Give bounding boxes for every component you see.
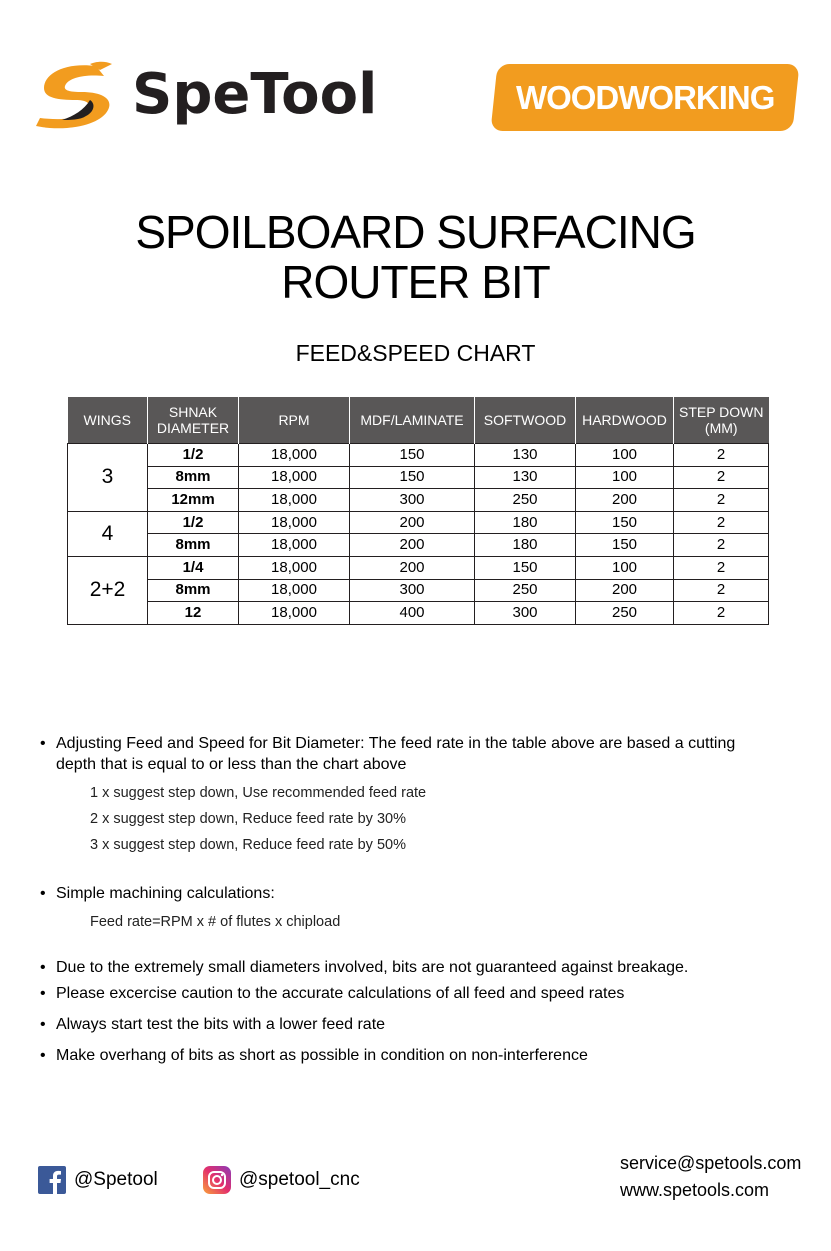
wings-cell: 4 [68,511,148,556]
table-row [68,444,769,467]
step-down-cell: 2 [674,556,769,579]
table-body [68,444,769,625]
shank-cell: 8mm [148,466,239,489]
bullet-icon: • [40,885,46,902]
step-down-cell: 2 [674,489,769,512]
mdf-cell: 150 [350,444,475,467]
step-down-cell: 2 [674,602,769,625]
softwood-cell: 250 [475,579,576,602]
shank-cell: 1/2 [148,444,239,467]
bullet-icon: • [40,1047,46,1064]
table-row [68,579,769,602]
page-title-line2: ROUTER BIT [281,256,550,308]
header-shank-diameter: SHNAK DIAMETER [148,397,239,444]
step-rule-1: 1 x suggest step down, Use recommended feed rate [90,785,427,801]
bullet-icon: • [40,985,46,1002]
mdf-cell: 300 [350,579,475,602]
hardwood-cell: 100 [576,466,674,489]
category-badge [490,64,799,131]
feed-speed-table [67,397,769,625]
hardwood-cell: 200 [576,579,674,602]
hardwood-cell: 100 [576,444,674,467]
instagram-handle: @spetool_cnc [239,1169,360,1190]
rpm-cell: 18,000 [239,466,350,489]
table-row [68,489,769,512]
hardwood-cell: 150 [576,534,674,557]
step-down-cell: 2 [674,534,769,557]
table-row [68,511,769,534]
step-rule-3: 3 x suggest step down, Reduce feed rate by 50% [90,837,406,853]
header-wings: WINGS [68,397,148,444]
page-title-line1: SPOILBOARD SURFACING [135,206,696,258]
instagram-icon [203,1166,231,1194]
note-text: Simple machining calculations: [56,885,275,902]
shank-cell: 1/2 [148,511,239,534]
page-title [0,207,831,307]
contact-info [620,1150,801,1204]
shank-cell: 8mm [148,579,239,602]
facebook-link[interactable] [38,1166,158,1194]
shank-cell: 1/4 [148,556,239,579]
rpm-cell: 18,000 [239,556,350,579]
hardwood-cell: 100 [576,556,674,579]
table-row [68,602,769,625]
mdf-cell: 200 [350,534,475,557]
header-softwood: SOFTWOOD [475,397,576,444]
website-link[interactable]: www.spetools.com [620,1180,770,1200]
table-row [68,466,769,489]
shank-cell: 12 [148,602,239,625]
instagram-link[interactable] [203,1166,360,1194]
brand-name: SpeTool [132,62,378,127]
header-rpm: RPM [239,397,350,444]
step-down-cell: 2 [674,466,769,489]
spetool-logo-icon [34,60,134,132]
step-down-cell: 2 [674,444,769,467]
table-row [68,556,769,579]
note-text: Always start test the bits with a lower feed rate [56,1016,386,1033]
bullet-icon: • [40,959,46,976]
rpm-cell: 18,000 [239,444,350,467]
mdf-cell: 150 [350,466,475,489]
step-down-cell: 2 [674,579,769,602]
bullet-icon: • [40,735,46,752]
facebook-icon [38,1166,66,1194]
rpm-cell: 18,000 [239,534,350,557]
note-text: Due to the extremely small diameters involved, bits are not guaranteed against breakage. [56,959,689,976]
shank-cell: 8mm [148,534,239,557]
softwood-cell: 130 [475,444,576,467]
step-rule-2: 2 x suggest step down, Reduce feed rate by 30% [90,811,406,827]
softwood-cell: 180 [475,511,576,534]
note-text: Make overhang of bits as short as possible in condition on non-interference [56,1047,588,1064]
rpm-cell: 18,000 [239,602,350,625]
facebook-handle: @Spetool [74,1169,158,1190]
rpm-cell: 18,000 [239,489,350,512]
brand-logo [34,58,384,138]
softwood-cell: 130 [475,466,576,489]
header-mdf-laminate: MDF/LAMINATE [350,397,475,444]
header-step-down: STEP DOWN (MM) [674,397,769,444]
step-down-cell: 2 [674,511,769,534]
table-header-row [68,397,769,444]
mdf-cell: 200 [350,511,475,534]
hardwood-cell: 250 [576,602,674,625]
bullet-icon: • [40,1016,46,1033]
mdf-cell: 300 [350,489,475,512]
chart-subtitle: FEED&SPEED CHART [295,340,536,366]
feed-rate-formula: Feed rate=RPM x # of flutes x chipload [90,914,341,930]
email-link[interactable]: service@spetools.com [620,1153,802,1173]
table-row [68,534,769,557]
hardwood-cell: 200 [576,489,674,512]
softwood-cell: 250 [475,489,576,512]
category-badge-label: WOODWORKING [515,78,775,116]
mdf-cell: 200 [350,556,475,579]
note-line: Adjusting Feed and Speed for Bit Diameter: The feed rate in the table above are based a cutting [56,735,736,752]
hardwood-cell: 150 [576,511,674,534]
wings-cell: 2+2 [68,556,148,624]
note-text: Please excercise caution to the accurate calculations of all feed and speed rates [56,985,625,1002]
note-line: depth that is equal to or less than the chart above [56,756,407,773]
rpm-cell: 18,000 [239,579,350,602]
mdf-cell: 400 [350,602,475,625]
rpm-cell: 18,000 [239,511,350,534]
wings-cell: 3 [68,444,148,512]
shank-cell: 12mm [148,489,239,512]
softwood-cell: 300 [475,602,576,625]
softwood-cell: 180 [475,534,576,557]
softwood-cell: 150 [475,556,576,579]
header-hardwood: HARDWOOD [576,397,674,444]
